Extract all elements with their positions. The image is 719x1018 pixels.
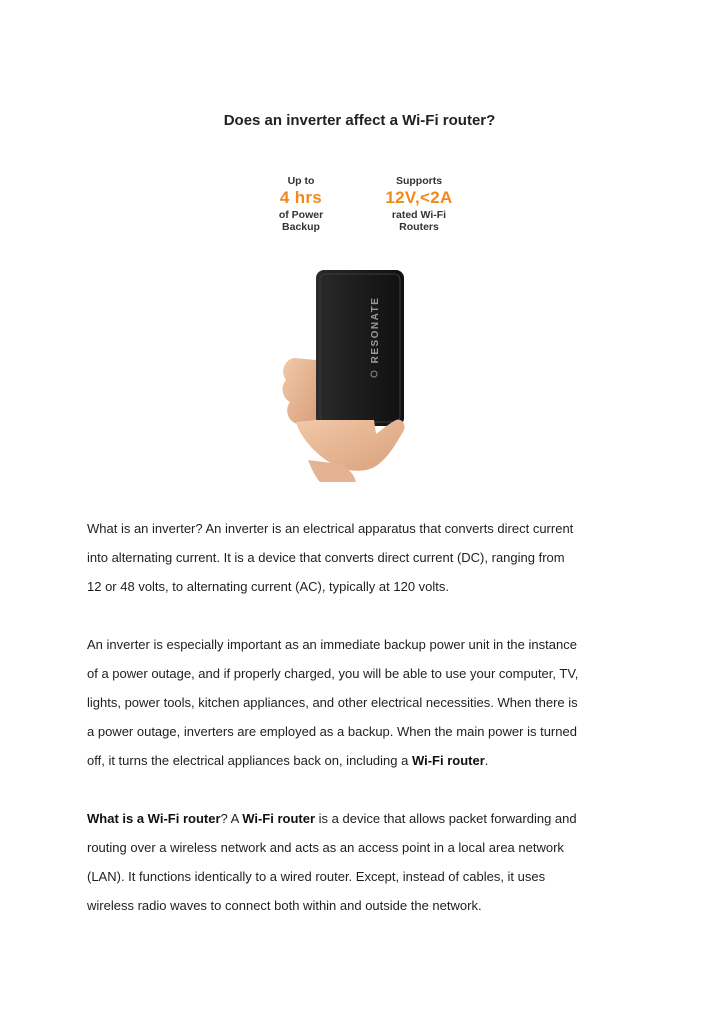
paragraph-inverter-definition xyxy=(87,514,647,601)
paragraph-router-definition xyxy=(87,804,647,920)
paragraph-line: What is an inverter? An inverter is an electrical apparatus that converts direct current xyxy=(87,521,574,536)
backup-callout-value: 4 hrs xyxy=(279,188,323,208)
paragraph-line: a power outage, inverters are employed as a backup. When the main power is turned xyxy=(87,724,577,739)
router-support-callout xyxy=(364,175,474,233)
backup-callout xyxy=(260,175,342,233)
device-brand-label: RESONATE xyxy=(370,296,381,364)
backup-callout-line1: Up to xyxy=(287,175,315,187)
bold-keyword: Wi-Fi router xyxy=(242,811,316,826)
device-body xyxy=(316,270,404,426)
hand-holding-ups-illustration xyxy=(256,260,466,482)
router-callout-line1: Supports xyxy=(395,175,443,187)
router-callout-line3: rated Wi-Fi xyxy=(391,208,447,221)
paragraph-line: 12 or 48 volts, to alternating current (AC), typically at 120 volts. xyxy=(87,579,450,594)
product-image xyxy=(256,170,466,482)
paragraph-line: (LAN). It functions identically to a wired router. Except, instead of cables, it uses xyxy=(87,869,546,884)
bold-keyword: Wi-Fi router xyxy=(411,753,485,768)
router-callout-line4: Routers xyxy=(399,220,439,233)
bold-keyword: What is a Wi-Fi router xyxy=(87,811,221,826)
paragraph-line: routing over a wireless network and acts as an access point in a local area network xyxy=(87,840,564,855)
paragraph-inverter-importance xyxy=(87,630,647,775)
paragraph-line: What is a Wi-Fi router? A Wi-Fi router is a device that allows packet forwarding and xyxy=(87,811,577,826)
backup-callout-line3: of Power xyxy=(278,208,324,221)
fingers-shape xyxy=(283,358,316,424)
paragraph-line: of a power outage, and if properly charged, you will be able to use your computer, TV, xyxy=(87,666,579,681)
paragraph-line: off, it turns the electrical appliances back on, including a Wi-Fi router. xyxy=(87,753,489,768)
paragraph-line: into alternating current. It is a device that converts direct current (DC), ranging from xyxy=(87,550,565,565)
router-callout-value: 12V,<2A xyxy=(385,188,453,208)
backup-callout-line4: Backup xyxy=(282,220,320,233)
paragraph-line: wireless radio waves to connect both within and outside the network. xyxy=(87,898,482,913)
paragraph-line: An inverter is especially important as an immediate backup power unit in the instance xyxy=(87,637,577,652)
page-title: Does an inverter affect a Wi-Fi router? xyxy=(223,112,496,129)
paragraph-line: lights, power tools, kitchen appliances, and other electrical necessities. When there is xyxy=(87,695,578,710)
